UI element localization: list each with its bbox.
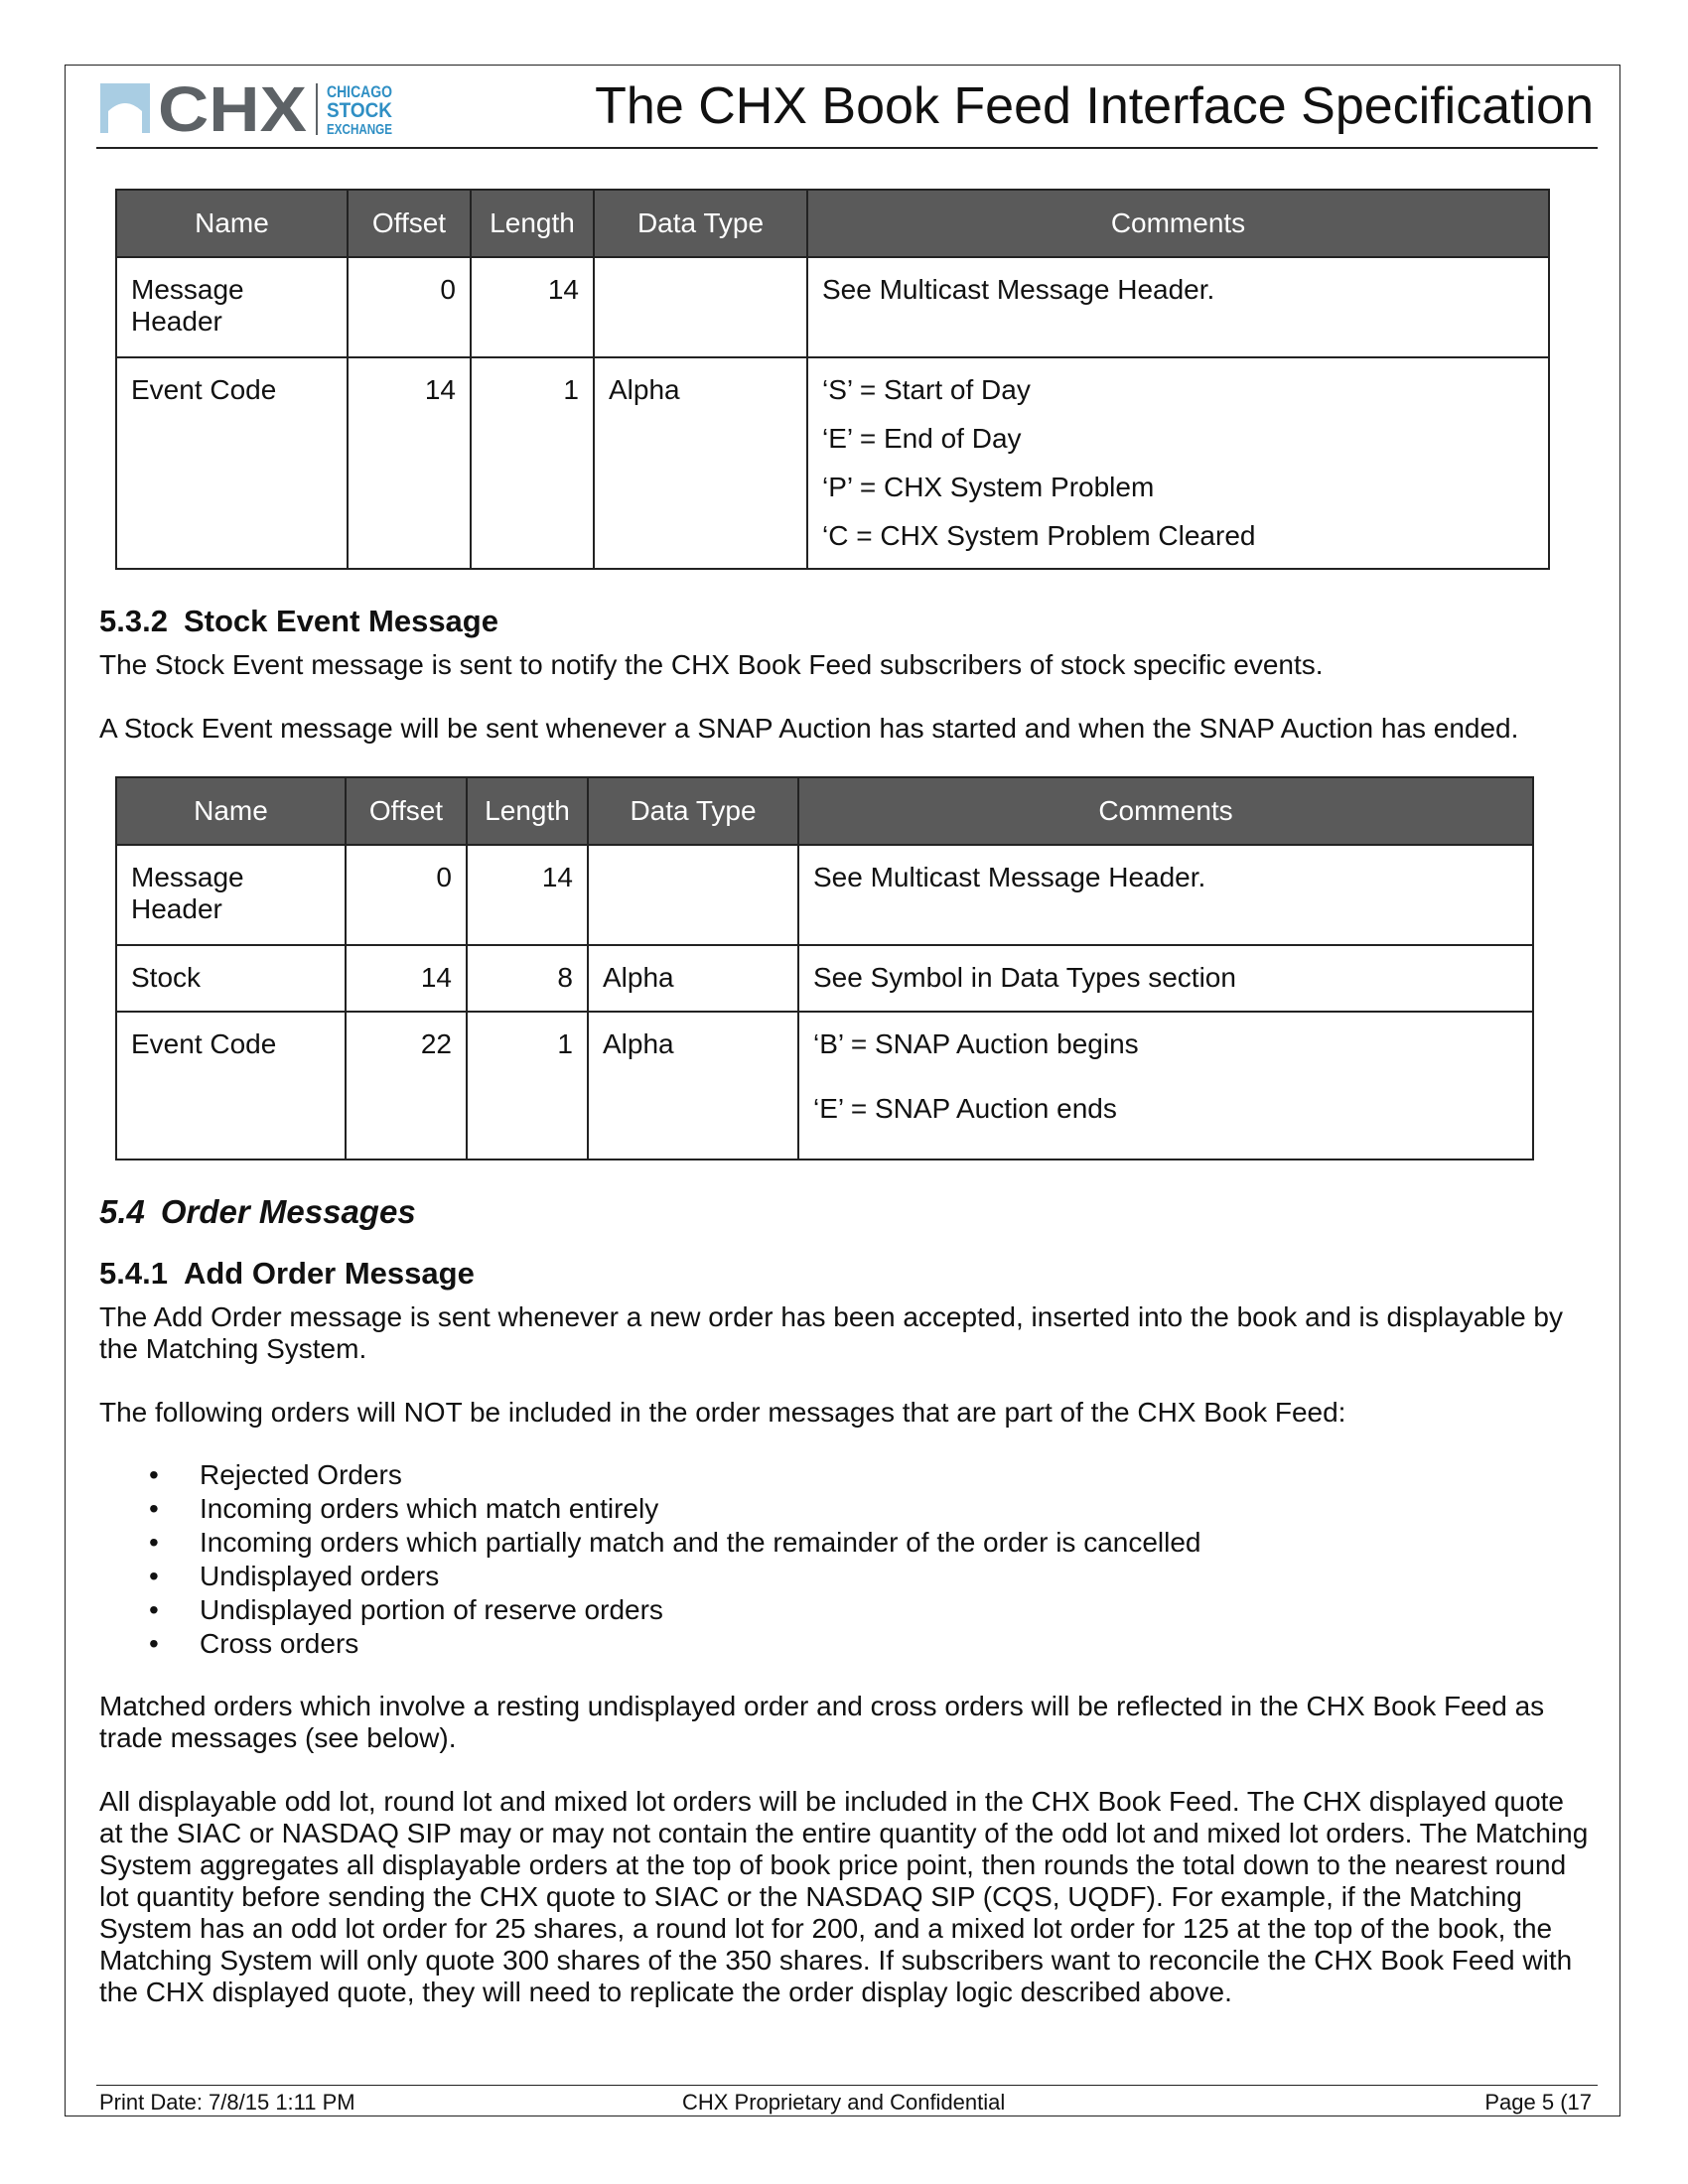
cell-comments xyxy=(798,945,1533,1012)
cell-length: 14 xyxy=(467,845,588,945)
bullet-icon: • xyxy=(149,1594,159,1625)
excluded-orders-list xyxy=(99,1458,1589,1661)
table-row xyxy=(116,845,1533,945)
col-name: Name xyxy=(116,777,346,845)
paragraph: Matched orders which involve a resting undisplayed order and cross orders will be reflected in the CHX Book Feed as trade messages (see below). xyxy=(99,1691,1545,1753)
table-row xyxy=(116,1012,1533,1160)
list-item xyxy=(99,1492,1589,1526)
list-item xyxy=(99,1627,1589,1661)
cell-data-type xyxy=(594,257,807,357)
comment-line: ‘E’ = End of Day xyxy=(822,423,1022,454)
logo-sub-chicago: CHICAGO xyxy=(327,82,392,101)
list-item xyxy=(99,1593,1589,1627)
stock-event-table xyxy=(115,776,1534,1160)
comment-line: See Multicast Message Header. xyxy=(822,274,1215,305)
col-length: Length xyxy=(471,190,594,257)
cell-name: Stock xyxy=(116,945,346,1012)
paragraph: The Add Order message is sent whenever a new order has been accepted, inserted into the book and is displayable by the Matching System. xyxy=(99,1301,1564,1364)
cell-comments xyxy=(798,845,1533,945)
paragraph: The Stock Event message is sent to notify the CHX Book Feed subscribers of stock specific events. xyxy=(99,649,1324,680)
cell-length: 8 xyxy=(467,945,588,1012)
bullet-icon: • xyxy=(149,1493,159,1524)
page-content xyxy=(99,189,1589,2008)
chx-logo xyxy=(98,77,426,137)
cell-offset: 0 xyxy=(346,845,467,945)
cell-offset: 14 xyxy=(346,945,467,1012)
table-row xyxy=(116,357,1549,569)
document-title: The CHX Book Feed Interface Specification xyxy=(595,77,1594,135)
market-event-table xyxy=(115,189,1550,570)
print-date: Print Date: 7/8/15 1:11 PM xyxy=(99,2090,355,2115)
list-item-text: Incoming orders which partially match and the remainder of the order is cancelled xyxy=(200,1527,1201,1558)
section-number: 5.4 xyxy=(99,1193,145,1230)
section-title: Stock Event Message xyxy=(183,604,498,638)
cell-name: Event Code xyxy=(116,357,348,569)
cell-data-type: Alpha xyxy=(594,357,807,569)
list-item-text: Undisplayed orders xyxy=(200,1561,440,1591)
paragraph: A Stock Event message will be sent whenever a SNAP Auction has started and when the SNAP Auction has ended. xyxy=(99,713,1519,744)
table-row xyxy=(116,945,1533,1012)
arch-icon xyxy=(100,83,150,133)
table-header-row xyxy=(116,777,1533,845)
cell-length: 14 xyxy=(471,257,594,357)
cell-data-type: Alpha xyxy=(588,945,798,1012)
cell-length: 1 xyxy=(471,357,594,569)
comment-line: See Symbol in Data Types section xyxy=(813,962,1236,993)
paragraph: The following orders will NOT be included in the order messages that are part of the CHX Book Feed: xyxy=(99,1397,1346,1428)
cell-data-type xyxy=(588,845,798,945)
bullet-icon: • xyxy=(149,1459,159,1490)
section-number: 5.4.1 xyxy=(99,1256,168,1291)
section-heading-5-4-1 xyxy=(99,1254,1589,1294)
cell-comments xyxy=(807,357,1549,569)
comment-line: See Multicast Message Header. xyxy=(813,862,1206,892)
paragraph: All displayable odd lot, round lot and mixed lot orders will be included in the CHX Book Feed. The CHX displayed quote at the SIAC or NASDAQ SIP may or may not contain the entire quantity of the odd lot and mixed lot orders. The Matching System aggregates all displayable orders at the top of book price point, then rounds the total down to the nearest round lot quantity before sending the CHX quote to SIAC or the NASDAQ SIP (CQS, UQDF). For example, if the Matching System has an odd lot order for 25 shares, a round lot for 200, and a mixed lot order for 125 at the top of the book, the Matching System will only quote 300 shares of the 350 shares. If subscribers want to reconcile the CHX Book Feed with the CHX displayed quote, they will need to replicate the order display logic described above. xyxy=(99,1786,1589,2007)
col-length: Length xyxy=(467,777,588,845)
cell-comments xyxy=(798,1012,1533,1160)
confidential-notice: CHX Proprietary and Confidential xyxy=(682,2090,1006,2115)
logo-sub-exchange: EXCHANGE xyxy=(327,121,392,137)
page-header xyxy=(96,69,1598,149)
cell-name: Message Header xyxy=(116,845,346,945)
comment-line: ‘S’ = Start of Day xyxy=(822,374,1031,405)
col-name: Name xyxy=(116,190,348,257)
bullet-icon: • xyxy=(149,1628,159,1659)
bullet-icon: • xyxy=(149,1527,159,1558)
comment-line: ‘C = CHX System Problem Cleared xyxy=(822,520,1256,551)
cell-data-type: Alpha xyxy=(588,1012,798,1160)
cell-name: Event Code xyxy=(116,1012,346,1160)
list-item xyxy=(99,1560,1589,1593)
section-heading-5-3-2 xyxy=(99,602,1589,641)
section-number: 5.3.2 xyxy=(99,604,168,638)
col-comments: Comments xyxy=(807,190,1549,257)
table-row xyxy=(116,257,1549,357)
list-item xyxy=(99,1458,1589,1492)
table-header-row xyxy=(116,190,1549,257)
section-title: Add Order Message xyxy=(183,1256,475,1291)
list-item-text: Rejected Orders xyxy=(200,1459,402,1490)
cell-offset: 14 xyxy=(348,357,471,569)
cell-length: 1 xyxy=(467,1012,588,1160)
cell-comments xyxy=(807,257,1549,357)
bullet-icon: • xyxy=(149,1561,159,1591)
logo-sub-stock: STOCK xyxy=(327,99,392,122)
col-comments: Comments xyxy=(798,777,1533,845)
col-data-type: Data Type xyxy=(588,777,798,845)
col-offset: Offset xyxy=(346,777,467,845)
page-number: Page 5 (17 xyxy=(1484,2090,1592,2115)
section-title: Order Messages xyxy=(160,1193,416,1230)
cell-name: Message Header xyxy=(116,257,348,357)
comment-line: ‘B’ = SNAP Auction begins xyxy=(813,1028,1139,1059)
col-offset: Offset xyxy=(348,190,471,257)
comment-line: ‘P’ = CHX System Problem xyxy=(822,472,1155,502)
list-item-text: Cross orders xyxy=(200,1628,359,1659)
cell-offset: 0 xyxy=(348,257,471,357)
cell-offset: 22 xyxy=(346,1012,467,1160)
comment-line: ‘E’ = SNAP Auction ends xyxy=(813,1093,1117,1124)
list-item xyxy=(99,1526,1589,1560)
list-item-text: Incoming orders which match entirely xyxy=(200,1493,659,1524)
list-item-text: Undisplayed portion of reserve orders xyxy=(200,1594,663,1625)
section-heading-5-4 xyxy=(99,1190,1589,1234)
page-footer xyxy=(96,2085,1598,2116)
col-data-type: Data Type xyxy=(594,190,807,257)
logo-mark: CHX xyxy=(158,77,308,137)
